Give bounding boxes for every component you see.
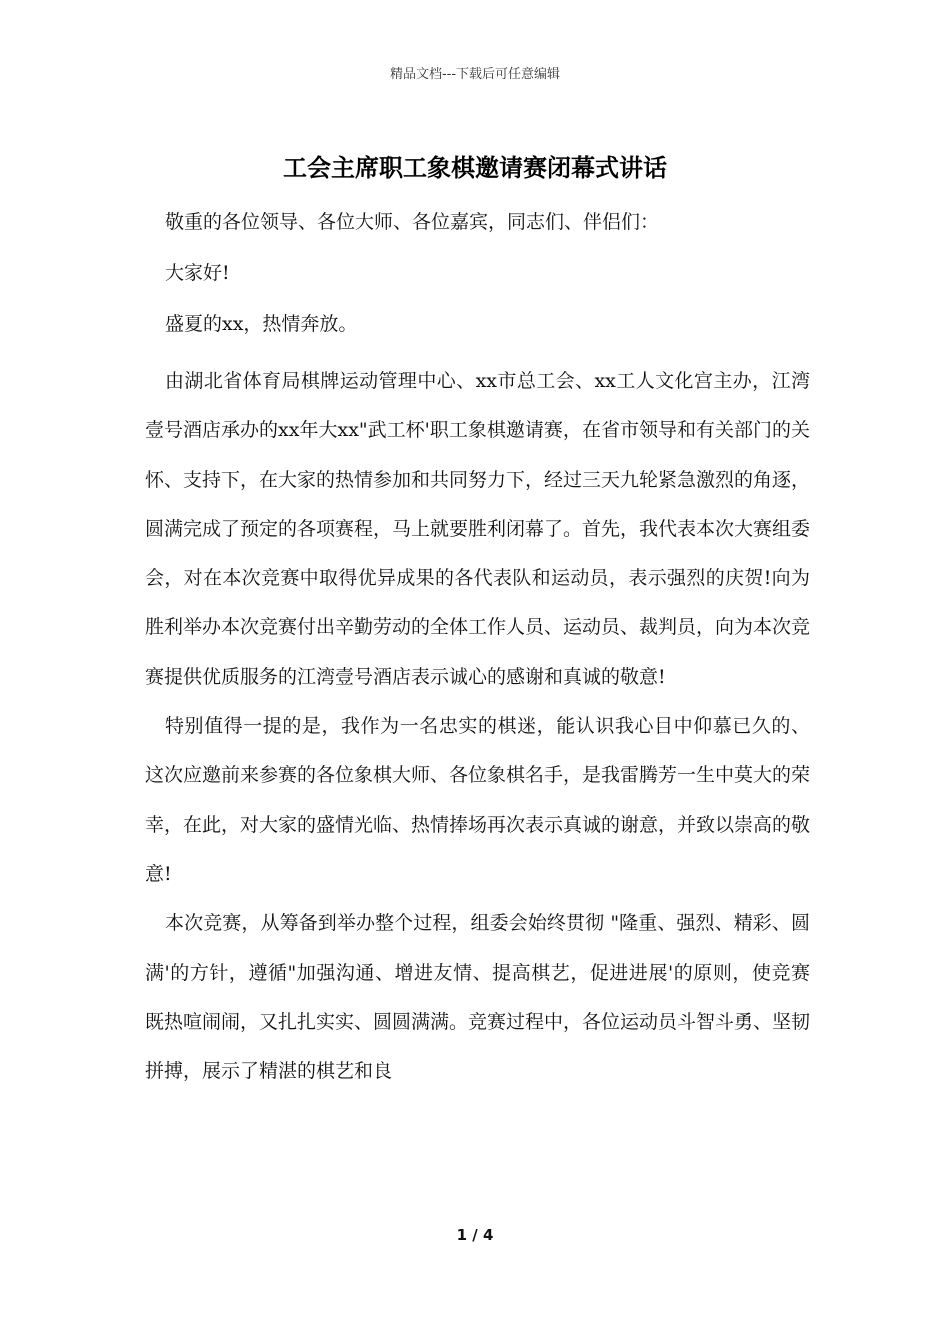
paragraph-main: 由湖北省体育局棋牌运动管理中心、xx市总工会、xx工人文化宫主办，江湾壹号酒店承办的xx年大xx"武工杯'职工象棋邀请赛，在省市领导和有关部门的关怀、支持下，在大家的热情参加和共同努力下，经过三天九轮紧急激烈的角逐，圆满完成了预定的各项赛程，马上就要胜利闭幕了。首先，我代表本次大赛组委会，对在本次竞赛中取得优异成果的各代表队和运动员，表示强烈的庆贺!向为胜利举办本次竞赛付出辛勤劳动的全体工作人员、运动员、裁判员，向为本次竞赛提供优质服务的江湾壹号酒店表示诚心的感谢和真诚的敬意! — [145, 370, 811, 688]
paragraph-competition: 本次竞赛，从筹备到举办整个过程，组委会始终贯彻 "隆重、强烈、精彩、圆满'的方针，遵循"加强沟通、增进友情、提高棋艺，促进进展'的原则，使竞赛既热喧闹闹，又扎扎实实、圆圆满满。竞赛过程中，各位运动员斗智斗勇、坚韧拼搏，展示了精湛的棋艺和良 — [145, 912, 811, 1083]
page-number: 1 / 4 — [456, 1226, 494, 1244]
paragraph-salutation: 敬重的各位领导、各位大师、各位嘉宾，同志们、伴侣们： — [165, 211, 660, 233]
document-title: 工会主席职工象棋邀请赛闭幕式讲话 — [283, 153, 667, 182]
page-header: 精品文档---下载后可任意编辑 — [389, 67, 561, 82]
paragraph-greeting: 大家好! — [165, 262, 230, 284]
document-body — [145, 204, 810, 1096]
paragraph-gratitude: 特别值得一提的是，我作为一名忠实的棋迷，能认识我心目中仰慕已久的、这次应邀前来参赛的各位象棋大师、各位象棋名手，是我雷腾芳一生中莫大的荣幸，在此，对大家的盛情光临、热情捧场再次表示真诚的谢意，并致以崇高的敬意! — [145, 715, 811, 885]
paragraph-opening: 盛夏的xx，热情奔放。 — [165, 313, 358, 335]
